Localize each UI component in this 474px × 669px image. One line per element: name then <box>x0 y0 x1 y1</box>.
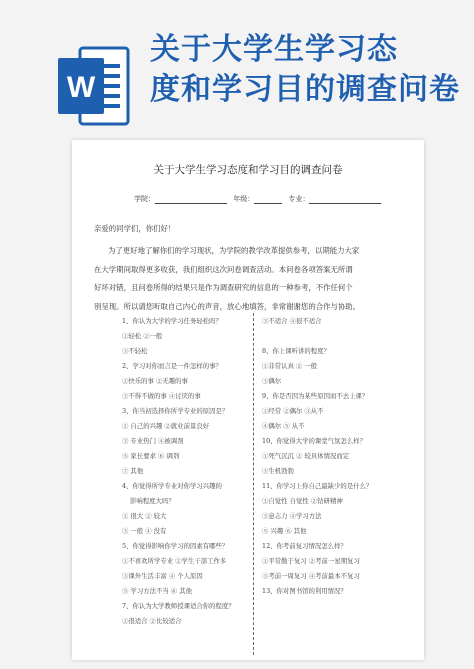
answer-line: ⑤ 兴趣 ⑥ 其他 <box>262 527 307 535</box>
word-doc-icon <box>56 42 130 130</box>
answer-line: ③ 专业热门 ④被调剂 <box>122 437 184 445</box>
answer-line: ③不轻松 <box>122 347 148 355</box>
answer-line: ①轻松 ②一般 <box>122 332 163 340</box>
banner-title-line2: 度和学习目的调查问卷 <box>150 72 460 107</box>
answer-line: ③考前一周复习 ④考前最本不复习 <box>262 572 360 580</box>
answer-line: ③课外生活丰富 ④ 个人原因 <box>122 572 203 580</box>
intro-line: 别呈现。所以请您听取自己内心的声音，放心地填答，非常谢谢您的合作与协助。 <box>94 301 361 311</box>
answer-line: ① 很大 ② 较大 <box>122 512 167 520</box>
answer-line: ③ 一般 ④ 没有 <box>122 527 167 535</box>
answer-line: ③偶尔 <box>262 377 282 385</box>
banner-title-line1: 关于大学生学习态 <box>150 32 398 67</box>
college-field[interactable] <box>155 195 227 204</box>
answer-line: ①快乐的事 ②无趣的事 <box>122 377 188 385</box>
answer-line: ⑤ 学习方法不当 ⑥ 其他 <box>122 587 192 595</box>
answer-line: ①非常认真 ② 一般 <box>262 362 318 370</box>
question-line: 9、你是否因为某些原因而不去上课？ <box>262 392 369 400</box>
question-line: 4、你觉得所学专业对你学习兴趣的 <box>122 482 222 490</box>
grade-label: 年级： <box>233 195 255 203</box>
answer-line: ③意志力 ④学习方法 <box>262 512 322 520</box>
banner-title <box>150 30 460 110</box>
answer-line: ①经常 ②偶尔 ③从不 <box>262 407 324 415</box>
document-title: 关于大学生学习态度和学习目的调查问卷 <box>153 164 343 176</box>
question-line: 1、你认为大学的学习任务轻松吗？ <box>122 317 222 325</box>
question-line: 7、你认为大学教师授课适合你的程度？ <box>122 602 235 610</box>
answer-line: ①平常勤于复习 ②考前一星期复习 <box>262 557 360 565</box>
answer-line: ③生机勃勃 <box>262 467 294 475</box>
question-line: 12、你考前复习情况怎么样？ <box>262 542 347 550</box>
question-line: 11、你学习上你自己最缺少的是什么？ <box>262 482 373 490</box>
answer-line: ④偶尔 ⑤ 从不 <box>262 422 305 430</box>
answer-line: ⑤ 家长要求 ⑥ 调剂 <box>122 452 180 460</box>
banner <box>0 0 474 150</box>
document-page <box>72 140 424 660</box>
svg-text:W: W <box>66 71 96 104</box>
answer-line: ③不得不做的事 ④讨厌的事 <box>122 392 201 400</box>
question-line: 13、你对图书馆的利用情况？ <box>262 587 347 595</box>
answer-line: ①死气沉沉 ② 较具体情况而定 <box>262 452 350 460</box>
question-line: 2、学习对你而言是一件怎样的事？ <box>122 362 222 370</box>
question-line: 8、你上课听讲的程度？ <box>262 347 330 355</box>
greeting: 亲爱的同学们，你们好！ <box>94 224 176 233</box>
answer-line: ①很适合 ②比较适合 <box>122 617 182 625</box>
college-label: 学院： <box>134 195 155 203</box>
answer-line: ①不喜欢所学专业 ②学生干部工作多 <box>122 557 227 565</box>
answer-line: ⑦ 其他 <box>122 467 144 475</box>
major-field[interactable] <box>309 195 381 204</box>
question-line: 影响程度大吗？ <box>130 497 175 505</box>
answer-line: ①自觉性 自觉性 ②钻研精神 <box>262 497 343 505</box>
major-label: 专业： <box>288 195 310 203</box>
respondent-fields <box>134 194 381 204</box>
question-line: 3、你当初选择你所学专业的原因是？ <box>122 407 229 415</box>
column-divider <box>253 313 254 655</box>
intro-line: 在大学期间取得更多收获，我们组织这次问卷调查活动。本问卷各项答案无所谓 <box>94 264 353 274</box>
question-line: 10、你觉得大学的课堂气氛怎么样？ <box>262 437 366 445</box>
intro-paragraph <box>94 242 414 316</box>
intro-line: 好坏对错，且问卷所得的结果只是作为调查研究的信息的一种参考，不作任何个 <box>94 283 353 292</box>
grade-field[interactable] <box>254 195 282 204</box>
answer-line: ① 自己的兴趣 ②就业前景良好 <box>122 422 210 430</box>
answer-line: ③不适合 ④很不适合 <box>262 317 322 325</box>
intro-line: 为了更好地了解你们的学习现状，为学院的教学改革提供参考，以期能力大家 <box>108 246 360 255</box>
question-line: 5、你觉得影响你学习的因素有哪些？ <box>122 542 229 550</box>
